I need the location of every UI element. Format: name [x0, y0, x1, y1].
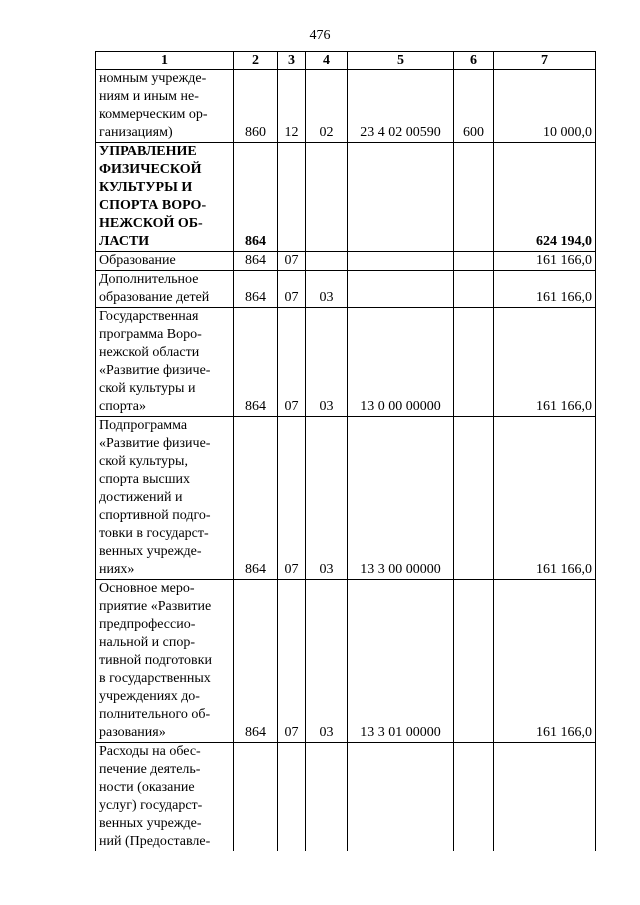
subsection-code-cell: [306, 252, 348, 271]
admin-code-cell: 864: [234, 417, 278, 580]
target-article-cell: 13 3 01 00000: [348, 580, 454, 743]
page-number: 476: [309, 28, 331, 43]
subsection-code-cell: 03: [306, 271, 348, 308]
section-code-cell: 07: [278, 580, 306, 743]
table-row: [96, 70, 596, 143]
admin-code-cell: 864: [234, 308, 278, 417]
subsection-code-cell: 03: [306, 308, 348, 417]
header-row: [96, 52, 596, 70]
row-name-cell: Подпрограмма «Развитие физиче- ской культуры, спорта высших достижений и спортивной подго- товки в государст- венных учрежде- ниях»: [96, 417, 234, 580]
section-code-cell: [278, 743, 306, 852]
row-name-cell: УПРАВЛЕНИЕ ФИЗИЧЕСКОЙ КУЛЬТУРЫ И СПОРТА ВОРО- НЕЖСКОЙ ОБ- ЛАСТИ: [96, 143, 234, 252]
table-row: [96, 308, 596, 417]
row-name-cell: Основное меро- приятие «Развитие предпрофессио- нальной и спор- тивной подготовки в государственных учреждениях до- полнительного об- разования»: [96, 580, 234, 743]
expense-type-cell: [454, 308, 494, 417]
expense-type-cell: [454, 143, 494, 252]
subsection-code-cell: 02: [306, 70, 348, 143]
amount-cell: 10 000,0: [494, 70, 596, 143]
expense-type-cell: [454, 252, 494, 271]
table-row: [96, 743, 596, 852]
admin-code-cell: 864: [234, 252, 278, 271]
row-name-cell: Государственная программа Воро- нежской области «Развитие физиче- ской культуры и спорта»: [96, 308, 234, 417]
admin-code-cell: 864: [234, 580, 278, 743]
table-row: [96, 252, 596, 271]
target-article-cell: [348, 271, 454, 308]
header-col-7: 7: [494, 52, 596, 70]
amount-cell: 161 166,0: [494, 580, 596, 743]
target-article-cell: 23 4 02 00590: [348, 70, 454, 143]
expense-type-cell: 600: [454, 70, 494, 143]
row-name-cell: номным учрежде- ниям и иным не- коммерческим ор- ганизациям): [96, 70, 234, 143]
admin-code-cell: 864: [234, 143, 278, 252]
section-code-cell: 12: [278, 70, 306, 143]
row-name-cell: Дополнительное образование детей: [96, 271, 234, 308]
subsection-code-cell: 03: [306, 417, 348, 580]
header-col-5: 5: [348, 52, 454, 70]
subsection-code-cell: 03: [306, 580, 348, 743]
subsection-code-cell: [306, 743, 348, 852]
budget-table: [95, 51, 596, 851]
section-code-cell: 07: [278, 308, 306, 417]
header-col-4: 4: [306, 52, 348, 70]
header-col-3: 3: [278, 52, 306, 70]
table-row: [96, 271, 596, 308]
section-code-cell: 07: [278, 271, 306, 308]
amount-cell: 161 166,0: [494, 271, 596, 308]
row-name-cell: Образование: [96, 252, 234, 271]
expense-type-cell: [454, 743, 494, 852]
header-col-6: 6: [454, 52, 494, 70]
amount-cell: 161 166,0: [494, 308, 596, 417]
target-article-cell: 13 0 00 00000: [348, 308, 454, 417]
amount-cell: [494, 743, 596, 852]
amount-cell: 624 194,0: [494, 143, 596, 252]
expense-type-cell: [454, 417, 494, 580]
amount-cell: 161 166,0: [494, 252, 596, 271]
section-code-cell: 07: [278, 252, 306, 271]
table-row: [96, 143, 596, 252]
amount-cell: 161 166,0: [494, 417, 596, 580]
admin-code-cell: 860: [234, 70, 278, 143]
row-name-cell: Расходы на обес- печение деятель- ности (оказание услуг) государст- венных учрежде- ний (Предоставле-: [96, 743, 234, 852]
table-row: [96, 417, 596, 580]
target-article-cell: [348, 743, 454, 852]
header-col-2: 2: [234, 52, 278, 70]
section-code-cell: [278, 143, 306, 252]
target-article-cell: [348, 143, 454, 252]
expense-type-cell: [454, 271, 494, 308]
target-article-cell: 13 3 00 00000: [348, 417, 454, 580]
header-col-1: 1: [96, 52, 234, 70]
admin-code-cell: 864: [234, 271, 278, 308]
expense-type-cell: [454, 580, 494, 743]
target-article-cell: [348, 252, 454, 271]
table-row: [96, 580, 596, 743]
admin-code-cell: [234, 743, 278, 852]
subsection-code-cell: [306, 143, 348, 252]
section-code-cell: 07: [278, 417, 306, 580]
